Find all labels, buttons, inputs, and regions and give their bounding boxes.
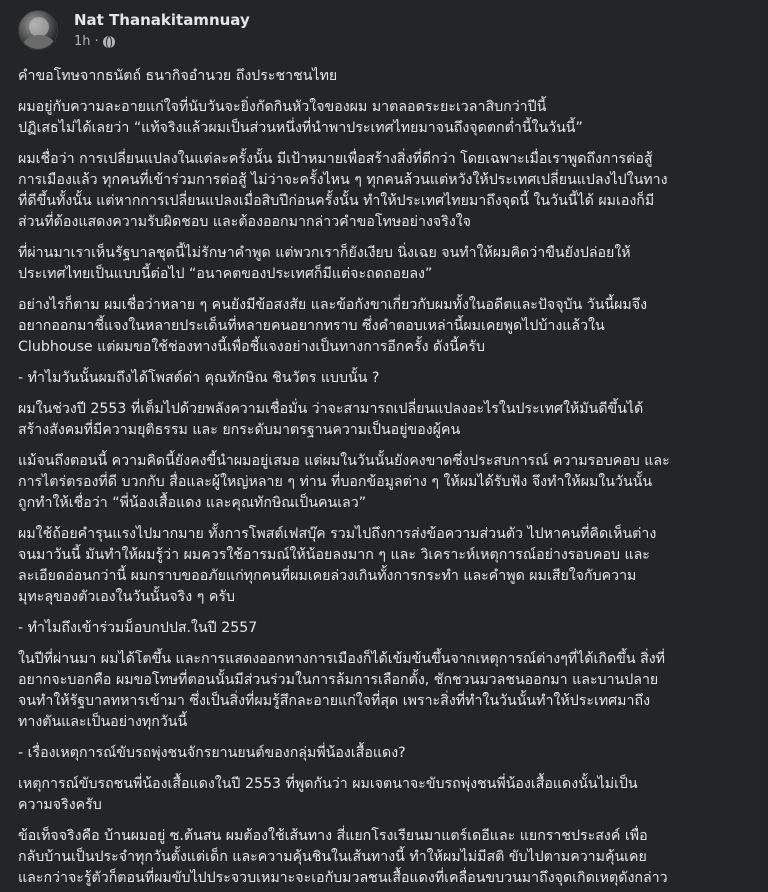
post-question: - ทำไมวันนั้นผมถึงได้โพสต์ด่า คุณทักษิณ ชินวัตร แบบนั้น ? <box>18 370 380 386</box>
post-paragraph: ผมอยู่กับความละอายแก่ใจที่นับวันจะยิ่งกัดกินหัวใจของผม มาตลอดระยะเวลาสิบกว่าปีนี้ ปฏิเสธไม่ได้เลยว่า “แท้จริงแล้วผมเป็นส่วนหนึ่งที่นำพาประเทศไทยมาจนถึงจุดตกต่ำนี้ในวันนี้” <box>18 99 583 136</box>
post-paragraph: อย่างไรก็ตาม ผมเชื่อว่าหลาย ๆ คนยังมีข้อสงสัย และข้อกังขาเกี่ยวกับผมทั้งในอดีตและปัจจุบัน วันนี้ผมจึง อยากออกมาชี้แจงในหลายประเด็นที่หลายคนอยากทราบ ซึ่งคำตอบเหล่านี้ผมเคยพูดไปบ้างแล้วใน Clubhouse แต่ผมขอใช้ช่องทางนี้เพื่อชี้แจงอย่างเป็นทางการอีกครั้ง ดังนี้ครับ <box>18 297 648 355</box>
post-body <box>18 66 750 892</box>
post-paragraph: ผมในช่วงปี 2553 ที่เต็มไปด้วยพลังความเชื่อมั่น ว่าจะสามารถเปลี่ยนแปลงอะไรในประเทศให้มันดีขึ้นได้ สร้างสังคมที่มีความยุติธรรม และ ยกระดับมาตรฐานความเป็นอยู่ของผู้คน <box>18 401 644 438</box>
post-paragraph: เหตุการณ์ขับรถชนพี่น้องเสื้อแดงในปี 2553 ที่พูดกันว่า ผมเจตนาจะขับรถพุ่งชนพี่น้องเสื้อแดงนั้นไม่เป็น ความจริงครับ <box>18 776 638 813</box>
post-question: - ทำไมถึงเข้าร่วมม็อบกปปส.ในปี 2557 <box>18 620 258 636</box>
post-question: - เรื่องเหตุการณ์ขับรถพุ่งชนจักรยานยนต์ของกลุ่มพี่น้องเสื้อแดง? <box>18 745 406 761</box>
post-paragraph: ที่ผ่านมาเราเห็นรัฐบาลชุดนี้ไม่รักษาคำพูด แต่พวกเราก็ยังเงียบ นิ่งเฉย จนทำให้ผมคิดว่าขืนยังปล่อยให้ ประเทศไทยเป็นแบบนี้ต่อไป “อนาคตของประเทศก็มีแต่จะถดถอยลง” <box>18 245 631 282</box>
author-name[interactable]: Nat Thanakitamnuay <box>74 11 250 29</box>
post-meta <box>74 34 115 49</box>
post-paragraph: ข้อเท็จจริงคือ บ้านผมอยู่ ซ.ต้นสน ผมต้องใช้เส้นทาง สี่แยกโรงเรียนมาแตร์เดอีและ แยกราชประสงค์ เพื่อ กลับบ้านเป็นประจำทุกวันตั้งแต่เด็ก และความคุ้นชินในเส้นทางนี้ ทำให้ผมไม่มีสติ ขับไปตามความคุ้นเคย และกว่าจะรู้ตัวก็ตอนที่ผมขับไปประจวบเหมาะจะเอกับมวลชนเสื้อแดงที่เคลื่อนขบวนมาถึงจุดเกิดเหตุดังกล่าว <box>18 828 668 886</box>
post-paragraph: ผมเชื่อว่า การเปลี่ยนแปลงในแต่ละครั้งนั้น มีเป้าหมายเพื่อสร้างสิ่งที่ดีกว่า โดยเฉพาะเมื่อเราพูดถึงการต่อสู้ การเมืองแล้ว ทุกคนที่เข้าร่วมการต่อสู้ ไม่ว่าจะครั้งไหน ๆ ทุกคนล้วนแต่หวังให้ประเทศเปลี่ยนแปลงไปในทาง ที่ดีขึ้นทั้งนั้น แต่หากการเปลี่ยนแปลงเมื่อสิบปีก่อนครั้งนั้น ทำให้ประเทศไทยมาถึงจุดนี้ ในวันนี้ได้ ผมเองก็มี ส่วนที่ต้องแสดงความรับผิดชอบ และต้องออกมากล่าวคำขอโทษอย่างจริงใจ <box>18 151 668 230</box>
post-time[interactable]: 1h <box>74 34 91 49</box>
globe-icon[interactable] <box>103 36 115 48</box>
post-paragraph: ในปีที่ผ่านมา ผมได้โตขึ้น และการแสดงออกทางการเมืองก็ได้เข้มข้นขึ้นจากเหตุการณ์ต่างๆที่ได้เกิดขึ้น สิ่งที่ อยากจะบอกคือ ผมขอโทษที่ตอนนั้นมีส่วนร่วมในการล้มการเลือกตั้ง, ชักชวนมวลชนออกมา และบานปลาย จนทำให้รัฐบาลทหารเข้ามา ซึ่งเป็นสิ่งที่ผมรู้สึกละอายแก่ใจที่สุด เพราะสิ่งที่ทำในวันนั้นทำให้ประเทศมาถึง ทางตันและเป็นอย่างทุกวันนี้ <box>18 651 666 730</box>
post-title: คำขอโทษจากธนัตถ์ ธนากิจอำนวย ถึงประชาชนไทย <box>18 68 338 84</box>
post-paragraph: แม้จนถึงตอนนี้ ความคิดนี้ยังคงขี้นำผมอยู่เสมอ แต่ผมในวันนั้นยังคงขาดซึ่งประสบการณ์ ความรอบคอบ และ การไตร่ตรองที่ดี บวกกับ สื่อและผู้ใหญ่หลาย ๆ ท่าน ที่บอกข้อมูลต่าง ๆ ให้ผมได้รับฟัง จึงทำให้ผมในวันนั้น ถูกทำให้เชื่อว่า “พี่น้องเสื้อแดง และคุณทักษิณเป็นคนเลว” <box>18 453 670 511</box>
meta-separator: · <box>94 34 99 49</box>
avatar[interactable] <box>18 10 58 50</box>
post-paragraph: ผมใช้ถ้อยคำรุนแรงไปมากมาย ทั้งการโพสต์เฟสบุ๊ค รวมไปถึงการส่งข้อความส่วนตัว ไปหาคนที่คิดเห็นต่าง จนมาวันนี้ มันทำให้ผมรู้ว่า ผมควรใช้อารมณ์ให้น้อยลงมาก ๆ และ วิเคราะห์เหตุการณ์อย่างรอบคอบ และ ละเอียดอ่อนกว่านี้ ผมกราบขออภัยแก่ทุกคนที่ผมเคยล่วงเกินทั้งการกระทำ และคำพูด ผมเสียใจกับความ มุทะลุของตัวเองในวันนั้นจริง ๆ ครับ <box>18 526 657 605</box>
